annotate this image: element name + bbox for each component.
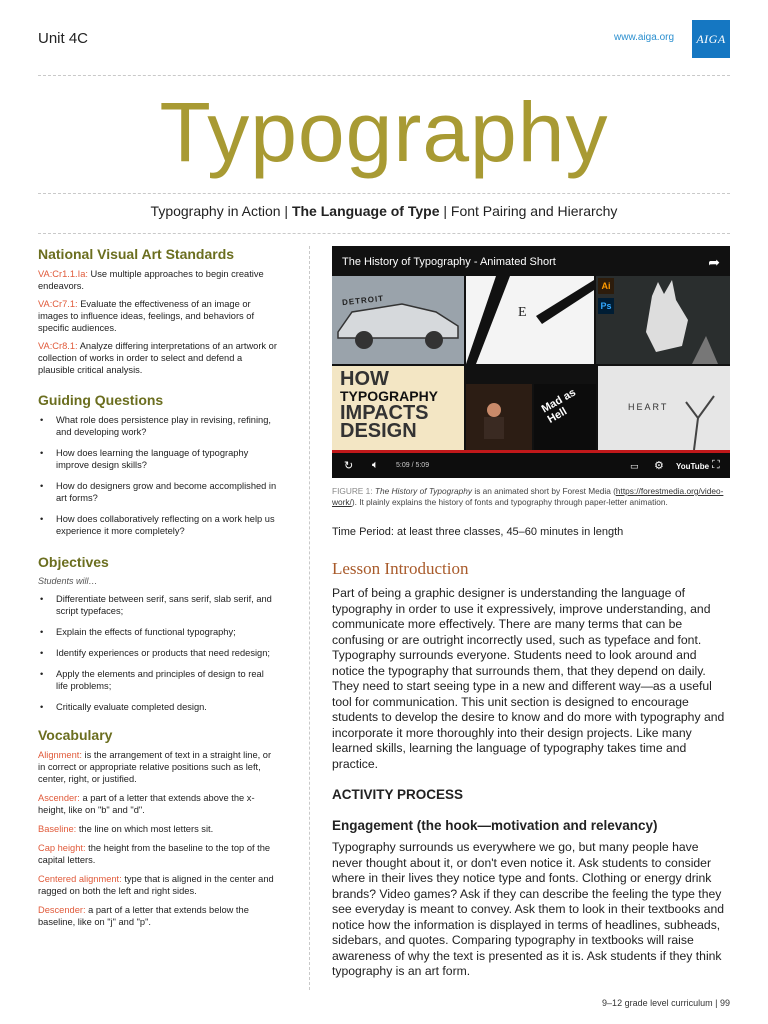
video-frame-car <box>332 276 464 364</box>
heart-text: HEART <box>628 402 669 412</box>
footer-separator: | <box>715 998 718 1008</box>
vocab-item: Cap height: the height from the baseline to the top of the capital letters. <box>38 843 271 865</box>
speaker-illustration <box>466 384 532 450</box>
progress-bar[interactable] <box>332 450 730 453</box>
video-frame-wolf <box>596 276 730 364</box>
impact-line: DESIGN <box>340 420 417 442</box>
vocab-item: Centered alignment: type that is aligned in the center and ragged on both the left and right sides. <box>38 874 274 896</box>
svg-text:E: E <box>518 305 527 320</box>
objectives-list <box>38 593 278 713</box>
list-item: • How do designers grow and become accomplished in art forms? <box>38 480 278 504</box>
page-title: Typography <box>159 85 609 179</box>
column-divider <box>309 246 310 990</box>
vocab-item: Alignment: is the arrangement of text in a straight line, or in correct or appropriate relative positions such as left, center, right, or justified. <box>38 750 272 784</box>
forestmedia-link[interactable]: https://forestmedia.org/video-work/ <box>332 486 724 507</box>
list-item: • Explain the effects of functional typography; <box>38 626 278 638</box>
engagement-body: Typography surrounds us everywhere we go, but many people have never thought about it, or don't even notice it. Ask students to consider where in their lives they notice type and fonts. Clothing or energy drink brands? Video games? Ask if they can describe the feeling the type they see everyday is meant to convey. Ask them to look in their textbooks and notice how the information is displayed in terms of headlines, subheads, sidebars, and quotes. Comparing typography in textbooks will raise awareness of why the text is presented as it is. Ask students if they think typography is an art form. <box>332 840 725 978</box>
list-item: • Apply the elements and principles of design to real life problems; <box>38 668 278 692</box>
list-item: • How does learning the language of typography improve design skills? <box>38 447 278 471</box>
nav-font-pairing[interactable]: Font Pairing and Hierarchy <box>450 203 618 219</box>
vocab-item: Ascender: a part of a letter that extends above the x-height, like on "b" and "d". <box>38 793 255 815</box>
unit-label: Unit 4C <box>38 30 89 47</box>
page-number: 99 <box>719 998 730 1008</box>
nav-separator: | <box>284 203 289 219</box>
video-frame-heart <box>598 366 730 450</box>
list-item: • Differentiate between serif, sans serif, slab serif, and script typefaces; <box>38 593 278 617</box>
guiding-list <box>38 414 278 537</box>
video-frame-speaker <box>466 384 532 450</box>
standard-item: VA:Cr8.1: Analyze differing interpretations of an artwork or collection of works in order to select and defend a plausible critical analysis. <box>38 341 277 375</box>
photoshop-icon: Ps <box>598 298 614 314</box>
share-icon[interactable]: ➦ <box>708 254 720 270</box>
video-frame-letters <box>466 276 594 364</box>
aiga-logo[interactable]: AIGA <box>692 20 730 58</box>
video-controls <box>332 450 730 478</box>
divider <box>38 233 730 234</box>
vocab-item: Baseline: the line on which most letters sit. <box>38 824 214 834</box>
settings-icon[interactable]: ⚙ <box>654 460 664 472</box>
vocab-item: Descender: a part of a letter that extends below the baseline, like on "j" and "p". <box>38 905 249 927</box>
standards-heading: National Visual Art Standards <box>38 246 235 262</box>
youtube-icon[interactable]: YouTube <box>676 462 710 471</box>
car-text: DETROIT <box>341 293 385 308</box>
lesson-body: Part of being a graphic designer is understanding the language of typography in order to use it expressively, improve understanding, and communicate more effectively. There are many terms that can be confusing or are outright incorrectly used, such as typeface and font. Typography surrounds everyone. Students need to look around and notice the typography that surrounds them, that they depend on daily. They need to start seeing type in a new and different way—as a useful tool for communication. This unit section is designed to encourage students to develop the desire to know and do more with typography and incorporate it more thoroughly into their design projects. Like many learned skills, learning the language of typography takes time and practice. <box>332 586 725 771</box>
volume-icon[interactable]: 🔈︎ <box>372 459 379 471</box>
video-frame-impact <box>332 366 464 450</box>
divider <box>38 75 730 76</box>
impact-line: IMPACTS <box>340 402 429 424</box>
activity-heading: ACTIVITY PROCESS <box>332 787 464 802</box>
engagement-heading: Engagement (the hook—motivation and relevancy) <box>332 818 658 833</box>
car-illustration <box>332 276 464 364</box>
list-item: • Identify experiences or products that need redesign; <box>38 647 278 659</box>
nav-separator: | <box>443 203 448 219</box>
captions-icon[interactable]: ▭ <box>630 461 639 471</box>
figure-title: The History of Typography <box>374 486 473 496</box>
sidebar <box>38 246 278 935</box>
video-time: 5:09 / 5:09 <box>396 462 430 469</box>
page-footer <box>520 998 730 1008</box>
list-item: • How does collaboratively reflecting on a work help us experience it more completely? <box>38 513 278 537</box>
fullscreen-icon[interactable]: ⛶ <box>712 459 720 471</box>
standard-item: VA:Cr1.1.Ia: Use multiple approaches to begin creative endeavors. <box>38 269 264 291</box>
footer-label: 9–12 grade level curriculum <box>602 998 713 1008</box>
nav-typography-in-action[interactable]: Typography in Action <box>150 203 281 219</box>
objectives-intro: Students will… <box>38 576 98 586</box>
replay-icon[interactable]: ↻ <box>344 460 354 472</box>
section-nav <box>0 203 768 219</box>
figure-label: FIGURE 1: <box>332 486 373 496</box>
illustrator-icon: Ai <box>598 278 614 294</box>
site-link[interactable]: www.aiga.org <box>614 32 675 43</box>
impact-line: TYPOGRAPHY <box>340 388 439 404</box>
wolf-illustration <box>596 276 730 364</box>
list-item: • What role does persistence play in revising, refining, and developing work? <box>38 414 278 438</box>
lesson-heading: Lesson Introduction <box>332 559 469 578</box>
video-frame-mad <box>534 384 596 450</box>
divider <box>38 193 730 194</box>
objectives-heading: Objectives <box>38 554 109 570</box>
standard-item: VA:Cr7.1: Evaluate the effectiveness of an image or images to influence ideas, feelings, and behaviors of specific audiences. <box>38 299 255 333</box>
list-item: • Critically evaluate completed design. <box>38 701 278 713</box>
mad-text: Mad as Hell <box>539 386 578 426</box>
letter-strokes <box>466 276 594 364</box>
figure-caption: FIGURE 1: The History of Typography is an animated short by Forest Media (https://forestmedia.org/video-work/). It plainly explains the history of fonts and typography through paper-letter animation. <box>332 486 724 507</box>
guiding-heading: Guiding Questions <box>38 392 164 408</box>
impact-line: HOW <box>340 368 389 390</box>
video-title[interactable]: The History of Typography - Animated Short <box>342 256 556 268</box>
nav-language-of-type[interactable]: The Language of Type <box>291 203 440 219</box>
time-period: Time Period: at least three classes, 45–60 minutes in length <box>332 526 624 538</box>
vocabulary-heading: Vocabulary <box>38 727 113 743</box>
video-player[interactable] <box>332 246 730 478</box>
